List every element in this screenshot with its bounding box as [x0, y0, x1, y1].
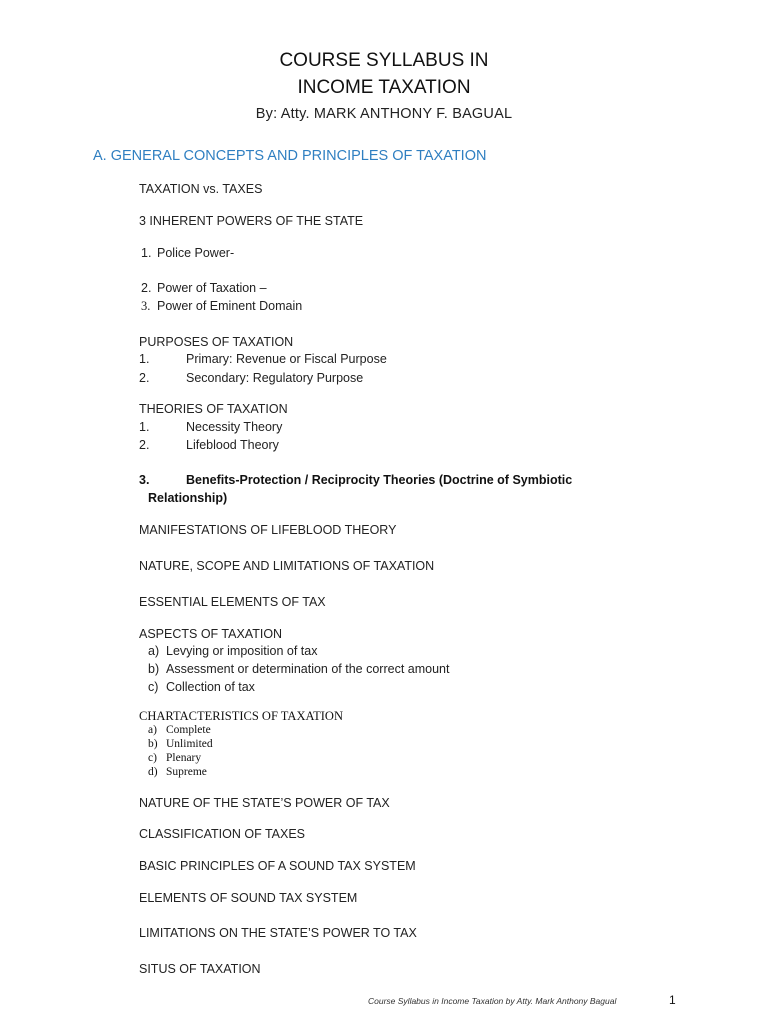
title-line-1: COURSE SYLLABUS IN — [279, 50, 489, 71]
page-footer: Course Syllabus in Income Taxation by Atty. Mark Anthony Bagual — [368, 996, 617, 1006]
purposes-heading: PURPOSES OF TAXATION — [139, 335, 294, 349]
aspects-heading: ASPECTS OF TAXATION — [139, 627, 283, 641]
list-item-number: 2. — [139, 438, 150, 452]
list-item-number: 2. — [139, 371, 150, 385]
topic-heading: CLASSIFICATION OF TAXES — [139, 827, 306, 841]
topic-heading: ELEMENTS OF SOUND TAX SYSTEM — [139, 891, 358, 905]
list-item-number: 3. — [141, 299, 151, 313]
characteristics-heading: CHARTACTERISTICS OF TAXATION — [139, 709, 343, 723]
list-item-number: 1. — [139, 352, 150, 366]
list-item-number: b) — [148, 738, 158, 750]
list-item: Plenary — [166, 752, 202, 764]
list-item-number: c) — [148, 752, 157, 764]
list-item: Unlimited — [166, 738, 213, 750]
list-item-number: d) — [148, 766, 158, 778]
list-item: Levying or imposition of tax — [166, 644, 318, 658]
list-item: Benefits-Protection / Reciprocity Theories (Doctrine of Symbiotic — [186, 473, 573, 487]
section-a-heading: A. GENERAL CONCEPTS AND PRINCIPLES OF TAXATION — [93, 148, 487, 164]
list-item-number: 2. — [141, 281, 152, 295]
list-item: Primary: Revenue or Fiscal Purpose — [186, 352, 387, 366]
list-item: Complete — [166, 724, 211, 736]
page-number: 1 — [669, 993, 676, 1007]
topic-heading: LIMITATIONS ON THE STATE’S POWER TO TAX — [139, 926, 417, 940]
topic-heading: ESSENTIAL ELEMENTS OF TAX — [139, 595, 326, 609]
topic-heading: BASIC PRINCIPLES OF A SOUND TAX SYSTEM — [139, 859, 416, 873]
list-item: Lifeblood Theory — [186, 438, 279, 452]
list-item: Power of Eminent Domain — [157, 299, 303, 313]
list-item: Secondary: Regulatory Purpose — [186, 371, 364, 385]
list-item-number: 1. — [139, 420, 150, 434]
title-line-2: INCOME TAXATION — [297, 77, 471, 98]
list-item: Police Power- — [157, 246, 235, 260]
list-item-number: 1. — [141, 246, 152, 260]
list-item-number: b) — [148, 662, 160, 676]
topic-heading: NATURE, SCOPE AND LIMITATIONS OF TAXATION — [139, 559, 435, 573]
list-item-number: a) — [148, 724, 157, 736]
author-byline: By: Atty. MARK ANTHONY F. BAGUAL — [255, 106, 513, 122]
list-item: Collection of tax — [166, 680, 255, 694]
list-item: Necessity Theory — [186, 420, 283, 434]
taxation-vs-taxes: TAXATION vs. TAXES — [139, 182, 263, 196]
list-item: Power of Taxation – — [157, 281, 267, 295]
list-item-number: 3. — [139, 473, 150, 487]
list-item-continuation: Relationship) — [148, 491, 228, 505]
list-item-number: c) — [148, 680, 159, 694]
theories-heading: THEORIES OF TAXATION — [139, 402, 288, 416]
topic-heading: MANIFESTATIONS OF LIFEBLOOD THEORY — [139, 523, 397, 537]
list-item-number: a) — [148, 644, 160, 658]
topic-heading: SITUS OF TAXATION — [139, 962, 261, 976]
topic-heading: NATURE OF THE STATE’S POWER OF TAX — [139, 796, 390, 810]
list-item: Assessment or determination of the correct amount — [166, 662, 450, 676]
list-item: Supreme — [166, 766, 207, 778]
inherent-powers-heading: 3 INHERENT POWERS OF THE STATE — [139, 214, 364, 228]
